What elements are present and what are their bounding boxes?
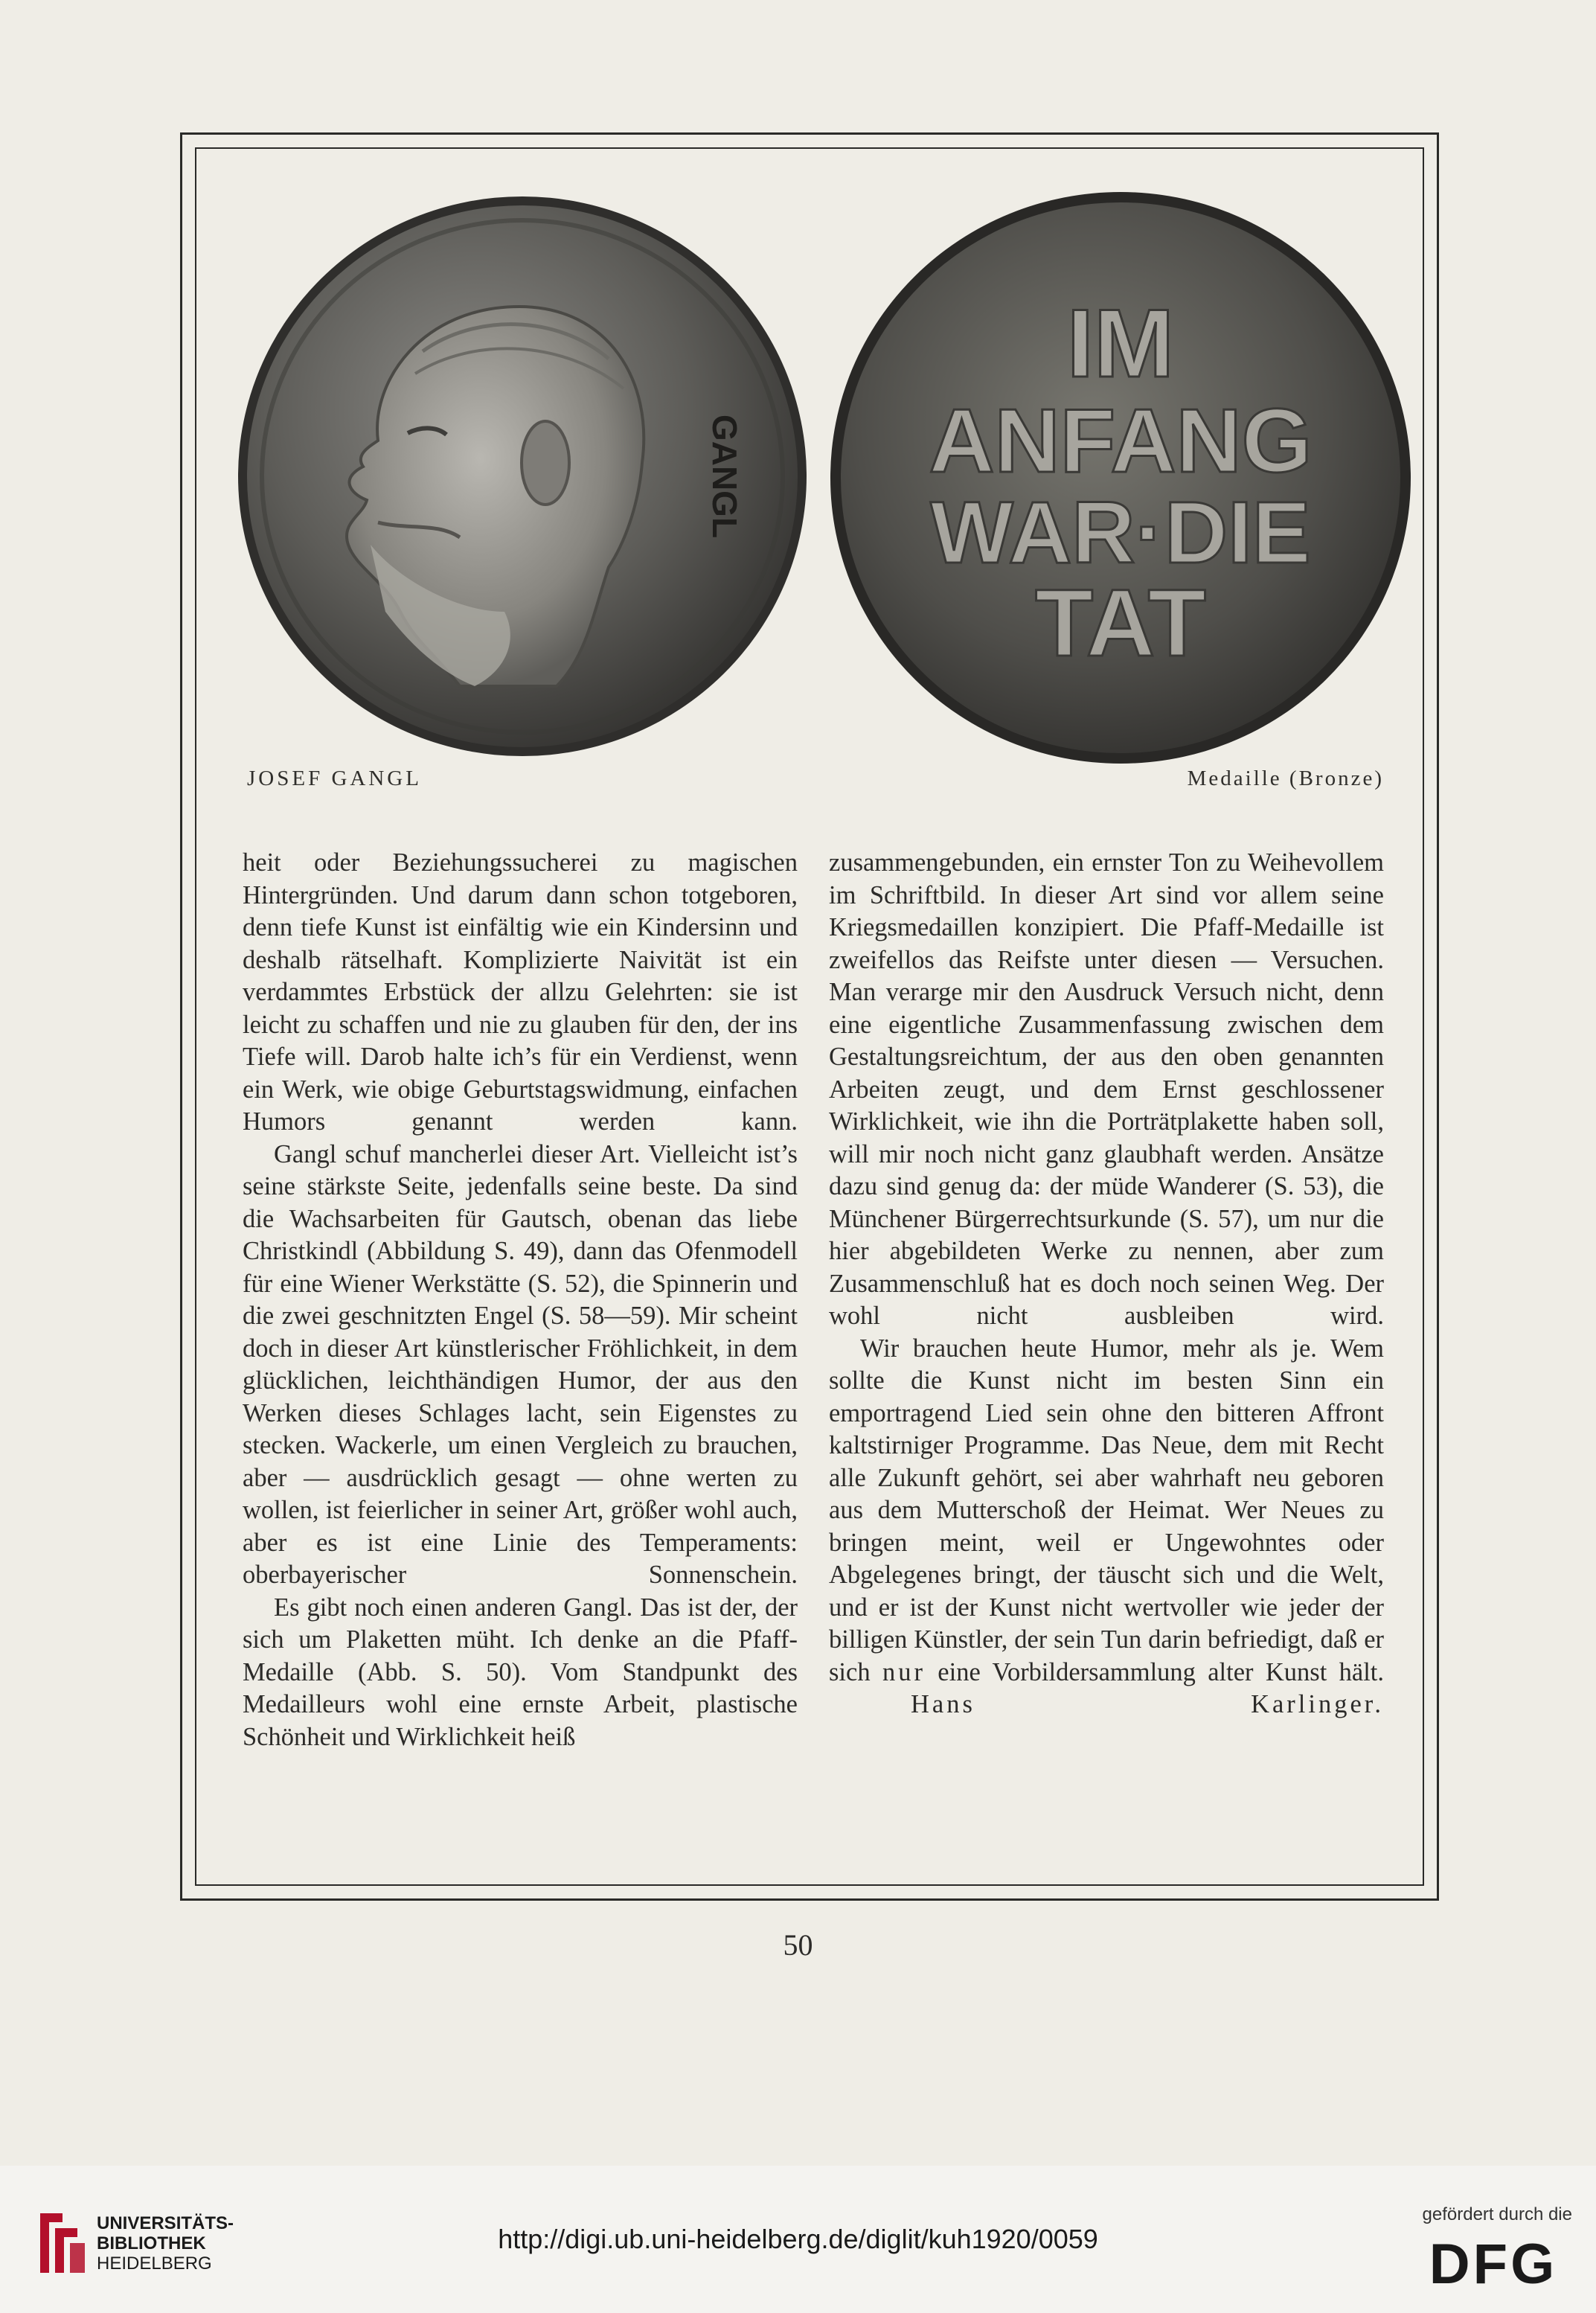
text-column-left (243, 847, 798, 1753)
library-line: BIBLIOTHEK (97, 2233, 206, 2253)
dfg-logo-icon (1413, 2237, 1574, 2289)
svg-text:DFG: DFG (1429, 2237, 1558, 2289)
medal-signature: GANGL (705, 414, 744, 539)
funding-caption: gefördert durch die (1422, 2204, 1572, 2224)
caption-medal: Medaille (Bronze) (1187, 767, 1384, 790)
inscription-medal-image (829, 191, 1412, 765)
paragraph: zusammengebunden, ein ernster Ton zu Weihevollem im Schriftbild. In dieser Art sind vor allem seine Kriegsmedaillen konzipiert. Die Pfaff-Medaille ist zweifellos das Reifste unter diesen — Versuchen. Man verarge mir den Ausdruck Versuch nicht, denn eine eigentliche Zusammenfassung zwischen dem Gestaltungsreichtum, der aus den oben genannten Arbeiten zeugt, und dem Ernst geschlossener Wirklichkeit, wie ihn die Porträtplakette haben soll, will mir noch nicht ganz glaubhaft werden. Ansätze dazu sind genug da: der müde Wanderer (S. 53), die Münchener Bürgerrechtsurkunde (S. 57), um nur die hier abgebildeten Werke zu nennen, aber zum Zusammenschluß hat es doch noch seinen Weg. Der wohl nicht ausbleiben wird. (829, 848, 1384, 1330)
caption-artist: JOSEF GANGL (247, 767, 422, 790)
paragraph: Es gibt noch einen anderen Gangl. Das ist der, der sich um Plaketten müht. Ich denke an die Pfaff-Medaille (Abb. S. 50). Vom Standpunkt des Medailleurs wohl eine ernste Arbeit, plastische Schönheit und Wirklichkeit heiß (243, 1593, 798, 1751)
paragraph: Wir brauchen heute Humor, mehr als je. Wem sollte die Kunst nicht im besten Sinn ein emportragend Lied sein ohne den bitteren Affront kaltstirniger Programme. Das Neue, dem mit Recht alle Zukunft gehört, sei aber wahrhaft neu geboren aus dem Mutterschoß der Heimat. Wer Neues zu bringen meint, weil er Ungewohntes oder Abgelegenes bringt, der täuscht sich und die Welt, und er ist der Kunst nicht wertvoller wie jeder der billigen Künstler, der sein Tun darin befriedigt, daß er sich nur eine Vorbildersammlung alter Kunst hält. Hans Karlinger. (829, 1334, 1385, 1718)
library-line: HEIDELBERG (97, 2253, 212, 2274)
portrait-medal-image (237, 195, 808, 758)
footer-bar (0, 2166, 1596, 2313)
author-signature: Hans Karlinger. (911, 1690, 1384, 1718)
inscription-line-4: TAT (1035, 570, 1206, 676)
inscription-line-1: IM (1066, 289, 1175, 397)
paragraph: Gangl schuf mancherlei dieser Art. Vielleicht ist’s seine stärkste Seite, jedenfalls seine beste. Da sind die Wachsarbeiten für Gautsch, obenan das liebe Christkindl (Abbildung S. 49), dann das Ofenmodell für eine Wiener Werkstätte (S. 52), die Spinnerin und die zwei geschnitzten Engel (S. 58—59). Mir scheint doch in dieser Art künstlerischer Fröhlichkeit, in dem glücklichen, leichthändigen Humor, der aus den Werken dieses Schlages lacht, sein Eigenstes zu stecken. Wackerle, um einen Vergleich zu brauchen, aber — ausdrücklich gesagt — ohne werten zu wollen, ist feierlicher in seiner Art, größer wohl auch, aber es ist eine Linie des Temperaments: oberbayerischer Sonnenschein. (243, 1139, 798, 1589)
paragraph: heit oder Beziehungssucherei zu magischen Hintergründen. Und darum dann schon totgeboren, denn tiefe Kunst ist einfältig wie ein Kindersinn und deshalb rätselhaft. Komplizierte Naivität ist ein verdammtes Erbstück der allzu Gelehrten: sie ist leicht zu schaffen und nie zu glauben für den, der ins Tiefe will. Darob halte ich’s für ein Verdienst, wenn ein Werk, wie obige Geburtstagswidmung, einfachen Humors genannt werden kann. (243, 848, 798, 1136)
inscription-line-3: WAR·DIE (930, 484, 1311, 582)
page-number: 50 (783, 1928, 813, 1962)
inscription-line-2: ANFANG (929, 390, 1313, 491)
library-line: UNIVERSITÄTS- (97, 2213, 234, 2233)
text-column-right (829, 847, 1384, 1721)
source-url-link[interactable]: http://digi.ub.uni-heidelberg.de/diglit/kuh1920/0059 (498, 2224, 1098, 2254)
